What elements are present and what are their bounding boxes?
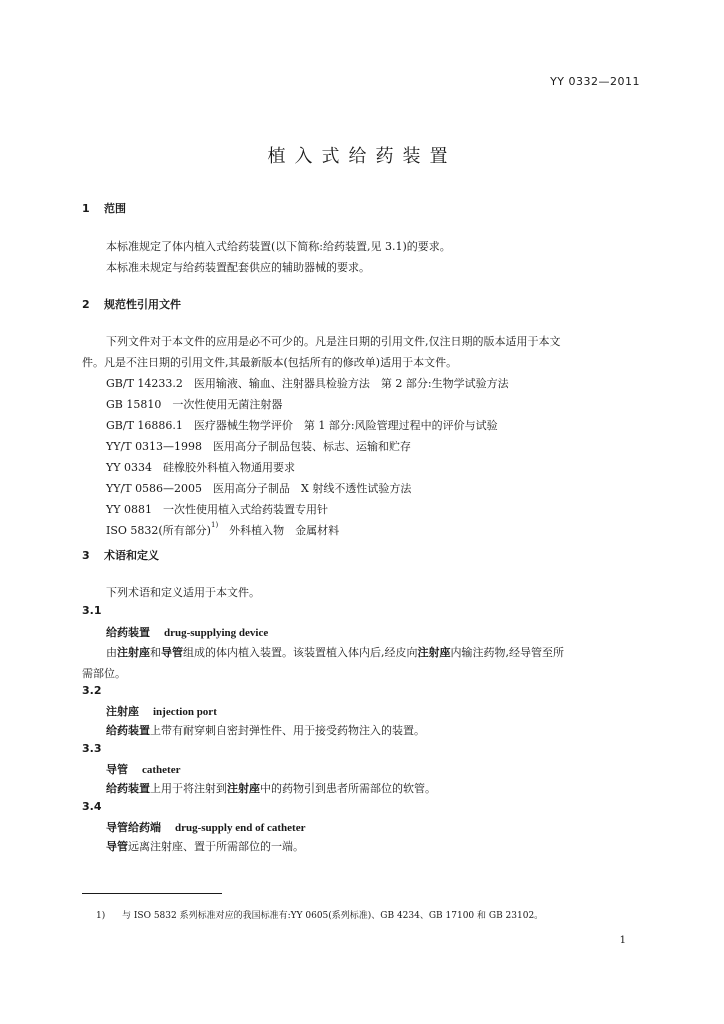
term-heading xyxy=(106,624,268,640)
term-definition xyxy=(106,722,425,738)
reference-item: YY/T 0313—1998 医用高分子制品包装、标志、运输和贮存 xyxy=(106,440,412,453)
term-reference: 注射座 xyxy=(227,782,260,795)
footnote-divider xyxy=(82,893,222,894)
iso-reference-title: 外科植入物 金属材料 xyxy=(218,524,340,537)
term-number: 3.1 xyxy=(82,604,102,617)
term-definition xyxy=(106,644,564,660)
definition-text: 组成的体内植入装置。该装置植入体内后,经皮向 xyxy=(183,646,418,659)
definition-text: 由 xyxy=(106,646,117,659)
document-title: 植入式给药装置 xyxy=(267,146,457,167)
section-2-heading xyxy=(82,296,181,312)
term-definition xyxy=(106,780,436,796)
term-reference: 给药装置 xyxy=(106,782,150,795)
section-title: 术语和定义 xyxy=(104,549,159,562)
section-title: 规范性引用文件 xyxy=(104,298,181,311)
term-heading xyxy=(106,703,217,719)
reference-item: GB/T 16886.1 医疗器械生物学评价 第 1 部分:风险管理过程中的评价与试验 xyxy=(106,419,498,432)
term-reference: 注射座 xyxy=(417,646,451,659)
section-number: 1 xyxy=(82,202,90,215)
reference-item: YY/T 0586—2005 医用高分子制品 X 射线不透性试验方法 xyxy=(106,482,412,495)
footnote-marker: 1) xyxy=(210,521,219,529)
term-chinese: 注射座 xyxy=(106,705,139,718)
section-number: 2 xyxy=(82,298,90,311)
standard-code: YY 0332—2011 xyxy=(550,75,640,88)
definition-text: 上用于将注射到 xyxy=(150,782,227,795)
reference-item: YY 0334 硅橡胶外科植入物通用要求 xyxy=(106,461,296,474)
definition-text: 中的药物引到患者所需部位的软管。 xyxy=(260,782,436,795)
term-reference: 导管 xyxy=(161,646,183,659)
term-number: 3.2 xyxy=(82,684,102,697)
section-1-heading xyxy=(82,200,126,216)
term-definition-continued: 需部位。 xyxy=(82,667,126,680)
reference-item: GB 15810 一次性使用无菌注射器 xyxy=(106,398,283,411)
footnote xyxy=(96,908,543,921)
section-3-intro: 下列术语和定义适用于本文件。 xyxy=(106,586,260,599)
reference-item: YY 0881 一次性使用植入式给药装置专用针 xyxy=(106,503,329,516)
term-definition xyxy=(106,838,304,854)
definition-text: 和 xyxy=(150,646,161,659)
definition-text: 上带有耐穿刺自密封弹性件、用于接受药物注入的装置。 xyxy=(150,724,425,737)
reference-item-iso xyxy=(106,522,339,538)
term-english: drug-supplying device xyxy=(164,627,269,639)
term-reference: 注射座 xyxy=(117,646,150,659)
term-reference: 导管 xyxy=(106,840,128,853)
section-title: 范围 xyxy=(104,202,126,215)
term-heading xyxy=(106,761,180,777)
section-number: 3 xyxy=(82,549,90,562)
term-heading xyxy=(106,819,305,835)
footnote-text: 与 ISO 5832 系列标准对应的我国标准有:YY 0605(系列标准)、GB 4234、GB 17100 和 GB 23102。 xyxy=(122,911,544,921)
term-chinese: 给药装置 xyxy=(106,626,150,639)
footnote-number: 1) xyxy=(96,911,106,921)
term-number: 3.4 xyxy=(82,800,102,813)
term-english: drug-supply end of catheter xyxy=(175,822,306,834)
term-chinese: 导管给药端 xyxy=(106,821,161,834)
definition-text: 远离注射座、置于所需部位的一端。 xyxy=(128,840,304,853)
page-number: 1 xyxy=(619,935,626,946)
section-3-heading xyxy=(82,547,159,563)
definition-text: 内输注药物,经导管至所 xyxy=(450,646,564,659)
term-english: catheter xyxy=(142,764,181,776)
reference-item: GB/T 14233.2 医用输液、输血、注射器具检验方法 第 2 部分:生物学试验方法 xyxy=(106,377,509,390)
section-1-paragraph-2: 本标准未规定与给药装置配套供应的辅助器械的要求。 xyxy=(106,261,370,274)
section-1-paragraph-1: 本标准规定了体内植入式给药装置(以下简称:给药装置,见 3.1)的要求。 xyxy=(106,240,451,253)
term-number: 3.3 xyxy=(82,742,102,755)
iso-reference-code: ISO 5832(所有部分) xyxy=(106,524,211,537)
section-2-intro-line-1: 下列文件对于本文件的应用是必不可少的。凡是注日期的引用文件,仅注日期的版本适用于本文 xyxy=(106,335,561,348)
term-reference: 给药装置 xyxy=(106,724,150,737)
term-chinese: 导管 xyxy=(106,763,128,776)
section-2-intro-line-2: 件。凡是不注日期的引用文件,其最新版本(包括所有的修改单)适用于本文件。 xyxy=(82,356,458,369)
term-english: injection port xyxy=(153,706,217,718)
